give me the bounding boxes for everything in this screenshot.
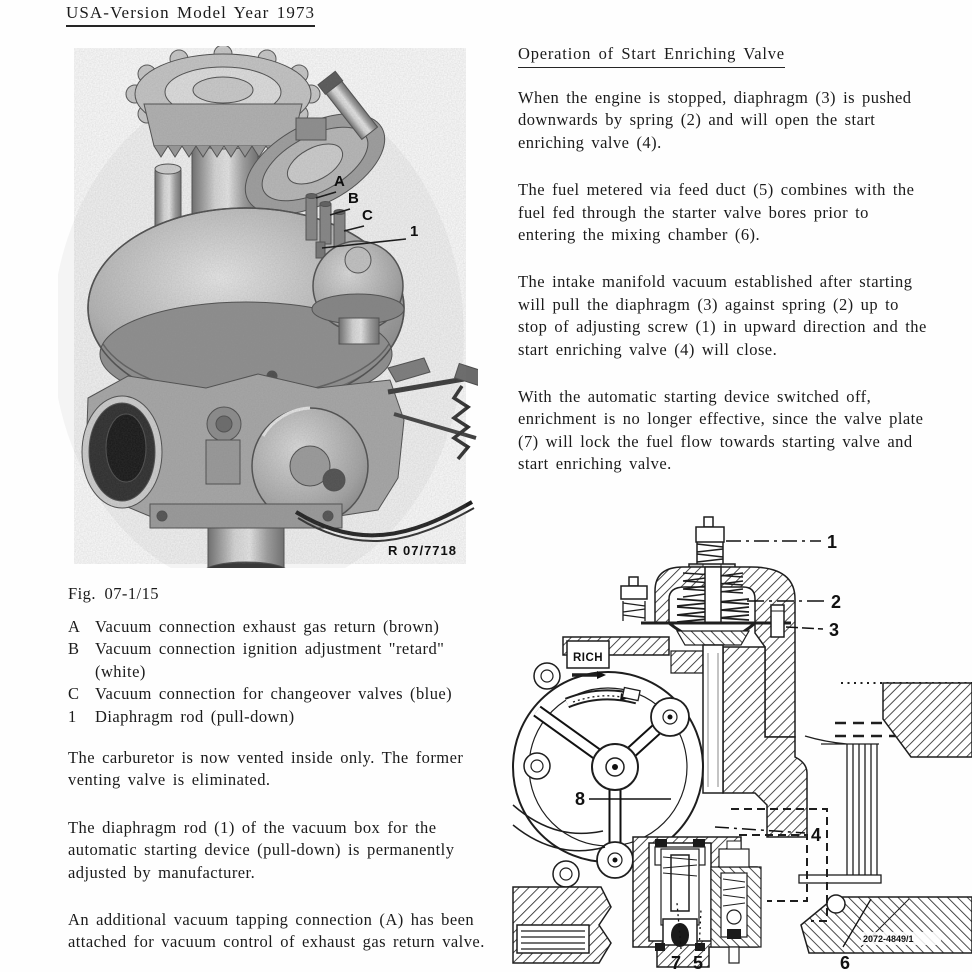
legend-key: B [68, 639, 80, 659]
figure-caption: Fig. 07-1/15 [68, 584, 159, 603]
carburetor-photo-illustration [58, 46, 478, 568]
diaphragm-stop-pin [771, 605, 784, 637]
callout-2: 2 [831, 592, 842, 612]
body-ledge [671, 651, 703, 673]
figure-legend [68, 616, 498, 728]
cross-section-drawing [505, 505, 972, 972]
broken-flange [517, 925, 589, 953]
legend-item-1 [68, 706, 498, 728]
legend-item-a [68, 616, 498, 638]
callout-8: 8 [574, 789, 585, 809]
legend-text: Vacuum connection exhaust gas return (brown) [95, 617, 440, 636]
start-enriching-valve [655, 839, 705, 951]
photo-label-1: 1 [410, 223, 419, 240]
photo-label-c: C [362, 207, 373, 224]
left-column-paragraphs [68, 747, 492, 972]
paragraph: The carburetor is now vented inside only. The former venting valve is eliminated. [68, 748, 464, 790]
auxiliary-screw [621, 577, 647, 621]
rich-label: RICH [572, 652, 604, 664]
right-column-paragraphs [518, 87, 932, 501]
callout-1: 1 [827, 532, 838, 552]
legend-text: Diaphragm rod (pull-down) [95, 706, 295, 726]
paragraph: The diaphragm rod (1) of the vacuum box for the automatic starting device (pull-down) is permanently adjusted by manufacturer. [68, 817, 455, 882]
callout-7: 7 [670, 953, 682, 972]
paragraph: With the automatic starting device switched off, enrichment is no longer effective, since the valve plate (7) will lock the fuel flow towards starting valve and start enriching valve. [518, 387, 924, 474]
legend-key: C [68, 684, 80, 704]
photo-label-b: B [348, 190, 359, 207]
paragraph: When the engine is stopped, diaphragm (3) is pushed downwards by spring (2) and will open the start enriching valve (4). [518, 88, 912, 152]
page-title: USA-Version Model Year 1973 [66, 3, 315, 27]
paragraph: The fuel metered via feed duct (5) combines with the fuel fed through the starter valve bores prior to entering the mixing chamber (6). [518, 180, 915, 245]
legend-key: 1 [68, 706, 77, 726]
halftone-grain [74, 48, 466, 564]
callout-4: 4 [811, 825, 822, 845]
photo-label-a: A [334, 173, 345, 190]
legend-item-b [68, 638, 498, 683]
legend-key: A [68, 617, 81, 636]
callout-3: 3 [829, 620, 840, 640]
diaphragm-rod [703, 645, 723, 793]
carburetor-photo-figure [58, 46, 478, 568]
callout-6: 6 [839, 953, 851, 972]
screw-shaft [705, 567, 721, 623]
drawing-number: 2072-4849/1 [863, 934, 914, 944]
callout-5: 5 [692, 953, 704, 972]
start-enriching-valve-diagram [505, 505, 972, 972]
legend-item-c [68, 683, 498, 705]
section-heading: Operation of Start Enriching Valve [518, 44, 785, 68]
paragraph: The intake manifold vacuum established after starting will pull the diaphragm (3) against spring (2) up to stop of adjusting screw (1) in upward direction and the start enriching valve (4) will close. [518, 272, 927, 359]
photo-reference-number: R 07/7718 [388, 543, 457, 558]
legend-text: Vacuum connection for changeover valves (blue) [95, 684, 453, 704]
intake-manifold-section [799, 683, 972, 953]
paragraph: An additional vacuum tapping connection (A) has been attached for vacuum control of exhaust gas return valve. [68, 910, 485, 952]
starter-valve [711, 841, 761, 963]
legend-text: Vacuum connection ignition adjustment "retard" (white) [95, 639, 445, 681]
